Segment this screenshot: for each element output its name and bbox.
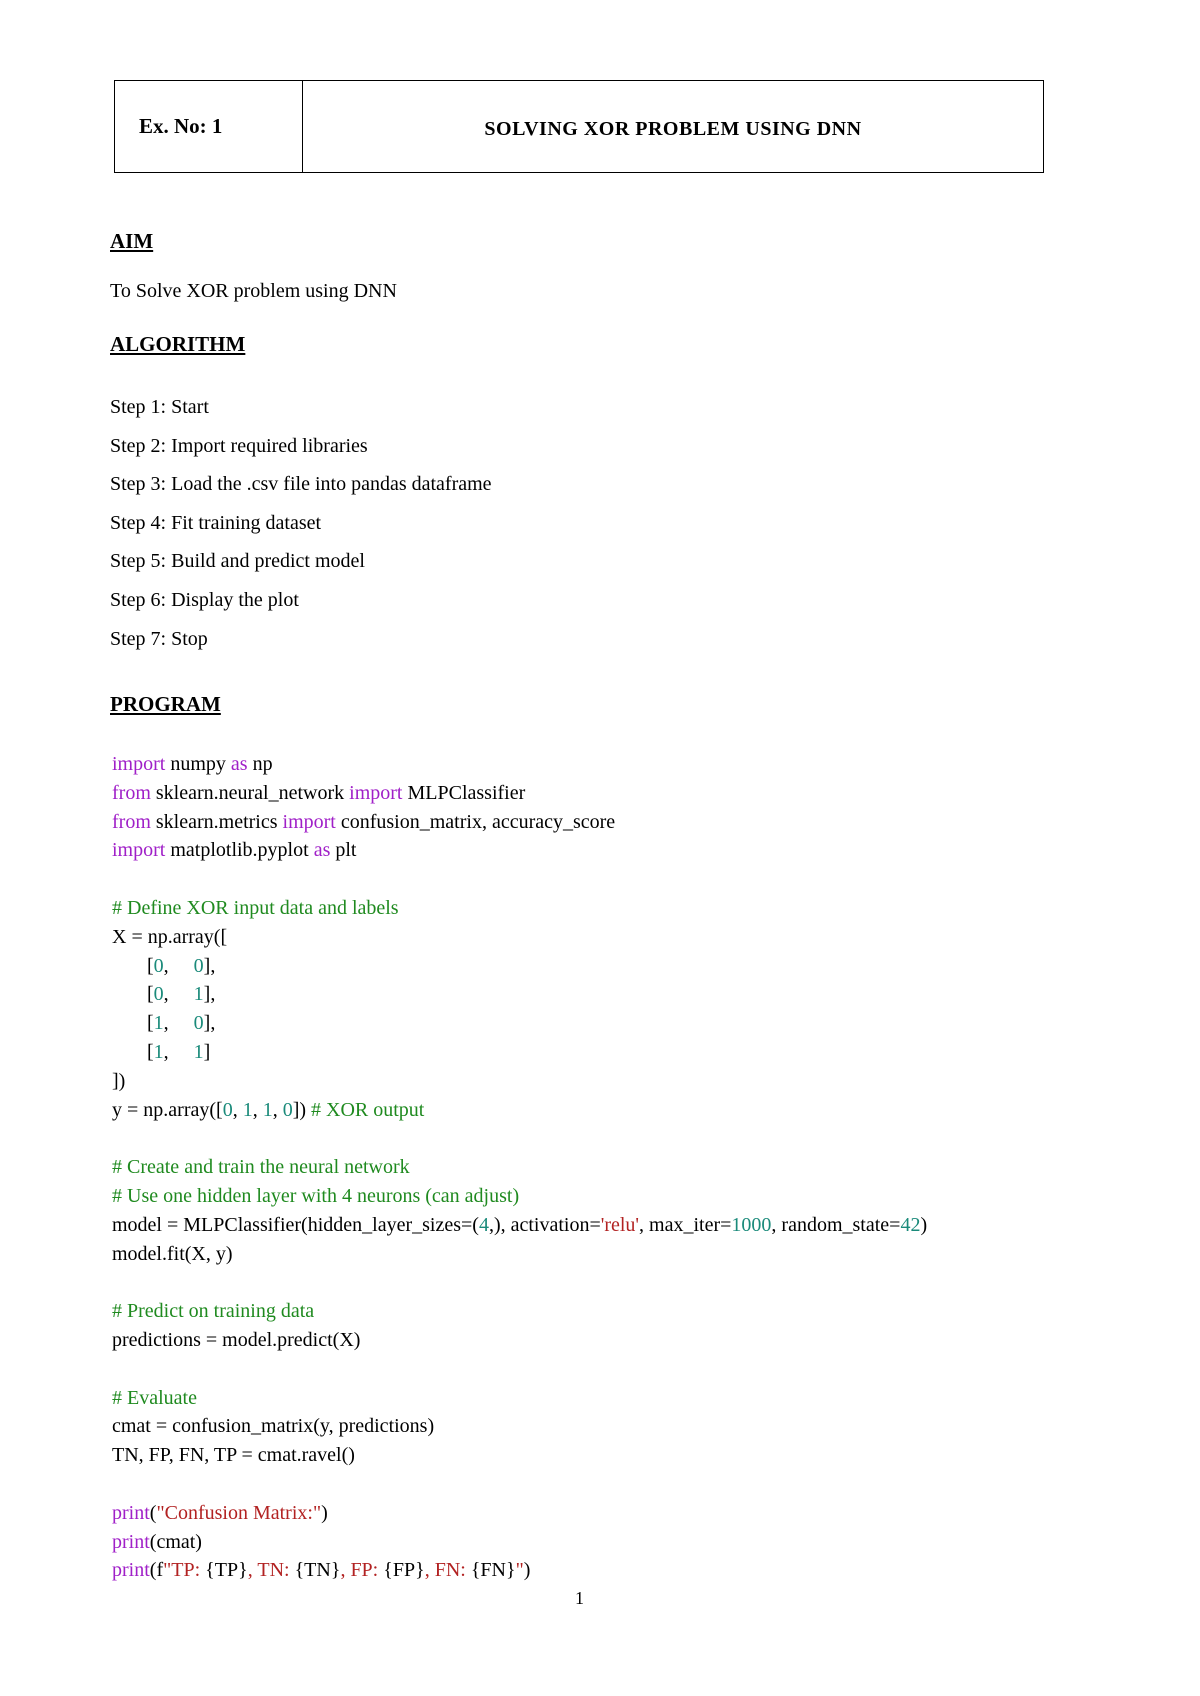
- code-token: {FN}: [470, 1559, 516, 1582]
- code-token: [: [112, 983, 154, 1006]
- code-token: 0: [222, 1098, 233, 1121]
- code-token: {FP}: [383, 1559, 425, 1582]
- algorithm-step: Step 3: Load the .csv file into pandas dataframe: [110, 473, 492, 496]
- code-token: ],: [203, 983, 216, 1006]
- code-line: [112, 1528, 927, 1557]
- code-line: [112, 808, 927, 837]
- code-token: (cmat): [149, 1530, 202, 1553]
- code-line: [112, 1240, 927, 1269]
- code-token: 1: [153, 1012, 164, 1035]
- code-line: [112, 923, 927, 952]
- code-line: [112, 1009, 927, 1038]
- code-line: [112, 1297, 927, 1326]
- code-token: as: [313, 839, 331, 862]
- algorithm-step: Step 7: Stop: [110, 627, 208, 650]
- code-token: from: [112, 781, 151, 804]
- algorithm-heading: ALGORITHM: [110, 332, 246, 356]
- code-token: ,: [252, 1098, 263, 1121]
- code-token: predictions = model.predict(X): [112, 1328, 361, 1351]
- code-token: 0: [153, 954, 164, 977]
- code-token: 0: [282, 1098, 293, 1121]
- code-token: ,: [163, 1040, 194, 1063]
- code-line: [112, 1153, 927, 1182]
- code-token: print: [112, 1530, 150, 1553]
- code-token: ": [515, 1559, 524, 1582]
- code-token: "Confusion Matrix:": [156, 1501, 322, 1524]
- aim-text: To Solve XOR problem using DNN: [110, 280, 397, 302]
- code-token: {TP}: [205, 1559, 248, 1582]
- code-token: (f: [149, 1559, 164, 1582]
- code-token: ): [920, 1213, 928, 1236]
- code-line: [112, 1470, 927, 1499]
- code-token: {TN}: [294, 1559, 341, 1582]
- code-line: [112, 1268, 927, 1297]
- code-token: # Predict on training data: [112, 1300, 315, 1323]
- code-token: ],: [203, 1012, 216, 1035]
- code-line: [112, 1441, 927, 1470]
- code-token: print: [112, 1501, 150, 1524]
- code-token: ,: [163, 1012, 194, 1035]
- code-token: 0: [193, 954, 204, 977]
- code-token: 42: [900, 1213, 921, 1236]
- program-heading: PROGRAM: [110, 692, 221, 716]
- code-line: [112, 1355, 927, 1384]
- code-token: print: [112, 1559, 150, 1582]
- code-token: # Define XOR input data and labels: [112, 896, 399, 919]
- algorithm-step: Step 1: Start: [110, 396, 209, 418]
- code-token: numpy: [165, 753, 231, 775]
- code-token: ]): [112, 1069, 126, 1092]
- code-token: 1: [193, 983, 204, 1006]
- code-line: [112, 1182, 927, 1211]
- program-code: [112, 750, 927, 1585]
- code-token: , FP:: [340, 1559, 384, 1582]
- code-token: MLPClassifier: [402, 781, 526, 804]
- code-line: [112, 1211, 927, 1240]
- code-token: matplotlib.pyplot: [165, 839, 314, 862]
- code-token: 4: [478, 1213, 489, 1236]
- code-token: 0: [193, 1012, 204, 1035]
- algorithm-step: Step 6: Display the plot: [110, 588, 299, 611]
- code-token: sklearn.metrics: [150, 810, 283, 833]
- code-line: [112, 1096, 927, 1125]
- code-token: ],: [203, 954, 216, 977]
- code-token: plt: [330, 839, 357, 862]
- code-token: from: [112, 810, 151, 833]
- code-token: TN, FP, FN, TP = cmat.ravel(): [112, 1444, 355, 1467]
- code-token: , max_iter=: [639, 1213, 732, 1236]
- exercise-number: Ex. No: 1: [115, 81, 303, 172]
- code-token: 1: [242, 1098, 253, 1121]
- code-token: , FN:: [424, 1559, 471, 1582]
- code-line: [112, 1556, 927, 1585]
- code-token: [: [112, 954, 154, 977]
- code-token: ]: [203, 1040, 211, 1063]
- code-token: 1: [262, 1098, 273, 1121]
- code-line: [112, 1326, 927, 1355]
- code-token: 0: [153, 983, 164, 1006]
- code-token: ,: [163, 983, 194, 1006]
- code-token: [: [112, 1040, 154, 1063]
- code-token: import: [112, 839, 166, 862]
- code-token: confusion_matrix, accuracy_score: [335, 810, 616, 833]
- code-token: import: [282, 810, 336, 833]
- code-line: [112, 836, 927, 865]
- code-token: "TP:: [163, 1559, 206, 1582]
- code-line: [112, 980, 927, 1009]
- code-token: , TN:: [247, 1559, 295, 1582]
- code-token: 1: [153, 1040, 164, 1063]
- code-line: [112, 865, 927, 894]
- code-token: , random_state=: [771, 1213, 901, 1236]
- code-line: [112, 952, 927, 981]
- code-token: y = np.array([: [112, 1098, 223, 1121]
- code-token: as: [230, 753, 248, 775]
- algorithm-step: Step 4: Fit training dataset: [110, 511, 322, 534]
- code-token: model = MLPClassifier(hidden_layer_sizes=(: [112, 1213, 479, 1236]
- code-token: ,: [163, 954, 194, 977]
- code-line: [112, 1038, 927, 1067]
- code-line: [112, 750, 927, 779]
- code-token: (: [149, 1501, 157, 1524]
- code-token: ]): [292, 1098, 312, 1121]
- code-token: model.fit(X, y): [112, 1242, 233, 1265]
- code-line: [112, 1412, 927, 1441]
- code-token: ,: [232, 1098, 243, 1121]
- algorithm-steps: [110, 393, 492, 663]
- code-token: ): [523, 1559, 531, 1582]
- code-token: ,), activation=: [488, 1213, 601, 1236]
- code-token: 1000: [731, 1213, 772, 1236]
- code-token: sklearn.neural_network: [150, 781, 350, 804]
- code-token: ): [321, 1501, 328, 1524]
- code-token: 1: [193, 1040, 204, 1063]
- exercise-title: SOLVING XOR PROBLEM USING DNN: [484, 118, 862, 140]
- code-token: 'relu': [600, 1213, 640, 1236]
- code-token: cmat = confusion_matrix(y, predictions): [112, 1415, 435, 1438]
- code-token: [: [112, 1012, 154, 1035]
- code-line: [112, 894, 927, 923]
- code-line: [112, 1124, 927, 1153]
- code-line: [112, 1384, 927, 1413]
- code-line: [112, 1067, 927, 1096]
- code-line: [112, 779, 927, 808]
- aim-heading: AIM: [110, 229, 154, 253]
- code-token: ,: [272, 1098, 283, 1121]
- code-token: import: [112, 753, 166, 775]
- code-token: # Create and train the neural network: [112, 1156, 410, 1179]
- code-token: np: [247, 753, 273, 775]
- code-token: # Evaluate: [112, 1386, 197, 1409]
- algorithm-step: Step 2: Import required libraries: [110, 434, 368, 457]
- page-number: 1: [575, 1588, 584, 1608]
- code-line: [112, 1499, 927, 1528]
- code-token: # Use one hidden layer with 4 neurons (can adjust): [112, 1184, 520, 1207]
- exercise-header-table: [114, 80, 1044, 173]
- algorithm-step: Step 5: Build and predict model: [110, 550, 365, 573]
- code-token: X = np.array([: [112, 925, 228, 948]
- code-token: import: [349, 781, 403, 804]
- code-token: # XOR output: [311, 1098, 425, 1121]
